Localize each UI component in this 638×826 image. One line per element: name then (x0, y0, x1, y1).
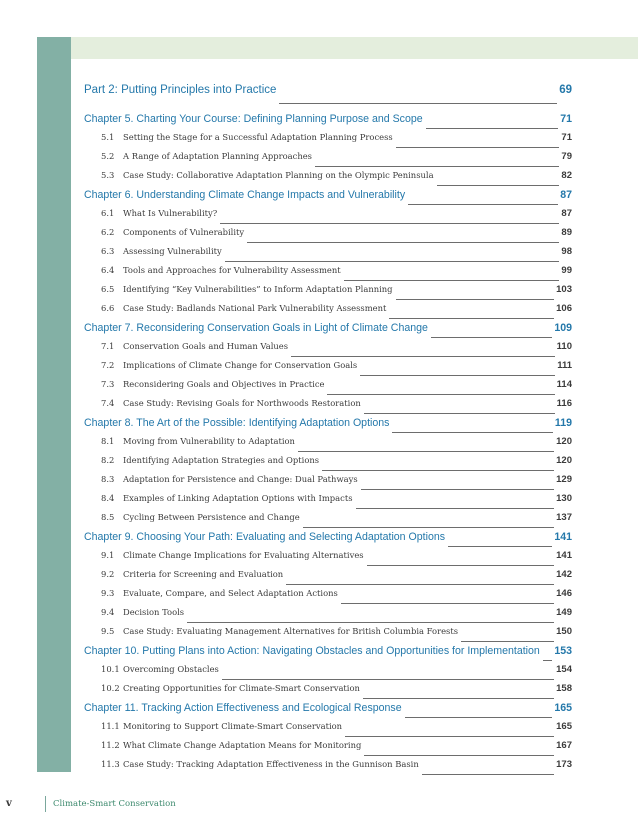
dot-leader (247, 242, 559, 243)
chapter-title: Chapter 8. The Art of the Possible: Identifying Adaptation Options (84, 417, 390, 429)
section-number: 7.3 (101, 379, 115, 389)
chapter-title: Chapter 7. Reconsidering Conservation Goals in Light of Climate Change (84, 322, 428, 334)
toc-chapter-entry[interactable] (84, 322, 572, 341)
section-number: 10.1 (101, 664, 120, 674)
page-number: 111 (557, 360, 572, 371)
dot-leader (315, 166, 559, 167)
footer-title: Climate-Smart Conservation (53, 799, 176, 809)
dot-leader (367, 565, 555, 566)
page-number: 89 (561, 227, 572, 238)
section-title: What Climate Change Adaptation Means for Monitoring (123, 740, 362, 750)
table-of-contents (84, 84, 572, 778)
section-number: 6.2 (101, 227, 115, 237)
toc-chapter-entry[interactable] (84, 417, 572, 436)
dot-leader (361, 489, 555, 490)
toc-section-entry[interactable] (84, 284, 572, 303)
page-number: 119 (554, 417, 572, 429)
chapter-title: Chapter 10. Putting Plans into Action: Navigating Obstacles and Opportunities for Implementation (84, 645, 540, 657)
section-number: 9.4 (101, 607, 115, 617)
dot-leader (279, 103, 557, 104)
page-number: 154 (556, 664, 572, 675)
dot-leader (291, 356, 555, 357)
toc-section-entry[interactable] (84, 436, 572, 455)
page-numeral: v (6, 798, 12, 809)
dot-leader (345, 736, 554, 737)
page-number: 99 (561, 265, 572, 276)
side-band (37, 37, 71, 772)
page-number: 142 (556, 569, 572, 580)
toc-section-entry[interactable] (84, 132, 572, 151)
dot-leader (389, 318, 554, 319)
section-title: Creating Opportunities for Climate-Smart Conservation (123, 683, 360, 693)
section-number: 7.1 (101, 341, 115, 351)
page-number: 114 (556, 379, 572, 390)
page-footer (0, 796, 638, 812)
page-number: 110 (556, 341, 572, 352)
page-number: 165 (554, 702, 572, 714)
toc-chapter-entry[interactable] (84, 645, 572, 664)
section-title: Overcoming Obstacles (123, 664, 219, 674)
dot-leader (405, 717, 553, 718)
section-number: 10.2 (101, 683, 120, 693)
section-number: 6.1 (101, 208, 115, 218)
section-title: Reconsidering Goals and Objectives in Practice (123, 379, 325, 389)
section-title: Case Study: Collaborative Adaptation Planning on the Olympic Peninsula (123, 170, 434, 180)
section-title: Assessing Vulnerability (123, 246, 222, 256)
page-number: 116 (556, 398, 572, 409)
toc-chapter-entry[interactable] (84, 113, 572, 132)
page-number: 109 (554, 322, 572, 334)
toc-section-entry[interactable] (84, 493, 572, 512)
section-number: 7.4 (101, 398, 115, 408)
page-number: 137 (556, 512, 572, 523)
dot-leader (448, 546, 552, 547)
section-title: Identifying Adaptation Strategies and Options (123, 455, 320, 465)
chapter-title: Chapter 9. Choosing Your Path: Evaluating and Selecting Adaptation Options (84, 531, 446, 543)
page-number: 129 (556, 474, 572, 485)
section-title: A Range of Adaptation Planning Approaches (123, 151, 312, 161)
section-number: 8.1 (101, 436, 115, 446)
page-number: 120 (556, 436, 572, 447)
section-number: 7.2 (101, 360, 115, 370)
toc-section-entry[interactable] (84, 398, 572, 417)
dot-leader (363, 698, 554, 699)
part-title: Part 2: Putting Principles into Practice (84, 84, 277, 96)
toc-section-entry[interactable] (84, 360, 572, 379)
toc-section-entry[interactable] (84, 379, 572, 398)
section-title: Case Study: Revising Goals for Northwoods Restoration (123, 398, 361, 408)
section-title: Components of Vulnerability (123, 227, 245, 237)
page-number: 150 (556, 626, 572, 637)
section-title: Evaluate, Compare, and Select Adaptation Actions (123, 588, 338, 598)
toc-section-entry[interactable] (84, 208, 572, 227)
page-number: 165 (556, 721, 572, 732)
section-number: 6.3 (101, 246, 115, 256)
page-number: 167 (556, 740, 572, 751)
toc-section-entry[interactable] (84, 265, 572, 284)
dot-leader (364, 755, 554, 756)
toc-section-entry[interactable] (84, 455, 572, 474)
dot-leader (225, 261, 560, 262)
section-number: 9.2 (101, 569, 115, 579)
header-band (37, 37, 638, 59)
page-number: 82 (561, 170, 572, 181)
page-number: 149 (556, 607, 572, 618)
page-number: 69 (559, 84, 572, 96)
page-number: 87 (560, 189, 572, 201)
page-number: 153 (554, 645, 572, 657)
toc-chapter-entry[interactable] (84, 189, 572, 208)
section-title: Tools and Approaches for Vulnerability Assessment (123, 265, 341, 275)
dot-leader (422, 774, 554, 775)
dot-leader (431, 337, 552, 338)
chapter-title: Chapter 5. Charting Your Course: Defining Planning Purpose and Scope (84, 113, 423, 125)
footer-divider (45, 796, 46, 812)
dot-leader (327, 394, 554, 395)
section-title: Identifying “Key Vulnerabilities” to Inform Adaptation Planning (123, 284, 393, 294)
toc-chapter-entry[interactable] (84, 531, 572, 550)
toc-section-entry[interactable] (84, 569, 572, 588)
section-number: 5.1 (101, 132, 115, 142)
dot-leader (437, 185, 560, 186)
dot-leader (461, 641, 554, 642)
page-number: 158 (556, 683, 572, 694)
section-number: 8.3 (101, 474, 115, 484)
page-number: 141 (556, 550, 572, 561)
toc-section-entry[interactable] (84, 721, 572, 740)
section-title: Implications of Climate Change for Conservation Goals (123, 360, 358, 370)
toc-section-entry[interactable] (84, 626, 572, 645)
section-number: 8.5 (101, 512, 115, 522)
section-number: 6.4 (101, 265, 115, 275)
dot-leader (344, 280, 560, 281)
dot-leader (356, 508, 555, 509)
toc-section-entry[interactable] (84, 151, 572, 170)
section-title: Moving from Vulnerability to Adaptation (123, 436, 295, 446)
section-number: 11.3 (101, 759, 120, 769)
page-number: 71 (560, 113, 572, 125)
page-number: 98 (561, 246, 572, 257)
page-number: 173 (556, 759, 572, 770)
dot-leader (364, 413, 555, 414)
dot-leader (543, 660, 553, 661)
toc-chapter-entry[interactable] (84, 702, 572, 721)
section-number: 9.3 (101, 588, 115, 598)
toc-section-entry[interactable] (84, 759, 572, 778)
section-title: Cycling Between Persistence and Change (123, 512, 300, 522)
toc-section-entry[interactable] (84, 227, 572, 246)
dot-leader (298, 451, 554, 452)
section-number: 9.1 (101, 550, 115, 560)
section-title: Criteria for Screening and Evaluation (123, 569, 284, 579)
dot-leader (396, 147, 560, 148)
page-number: 146 (556, 588, 572, 599)
section-number: 5.3 (101, 170, 115, 180)
dot-leader (303, 527, 554, 528)
section-title: Case Study: Tracking Adaptation Effectiveness in the Gunnison Basin (123, 759, 419, 769)
section-number: 11.2 (101, 740, 120, 750)
section-number: 8.4 (101, 493, 115, 503)
page-number: 71 (561, 132, 572, 143)
section-number: 8.2 (101, 455, 115, 465)
dot-leader (341, 603, 554, 604)
toc-section-entry[interactable] (84, 512, 572, 531)
toc-section-entry[interactable] (84, 683, 572, 702)
toc-section-entry[interactable] (84, 740, 572, 759)
section-number: 5.2 (101, 151, 115, 161)
toc-section-entry[interactable] (84, 303, 572, 322)
section-title: Decision Tools (123, 607, 185, 617)
page-number: 106 (556, 303, 572, 314)
toc-section-entry[interactable] (84, 588, 572, 607)
chapter-title: Chapter 11. Tracking Action Effectiveness and Ecological Response (84, 702, 402, 714)
section-title: Case Study: Evaluating Management Alternatives for British Columbia Forests (123, 626, 458, 636)
dot-leader (322, 470, 554, 471)
section-title: Case Study: Badlands National Park Vulnerability Assessment (123, 303, 387, 313)
page-number: 87 (561, 208, 572, 219)
page-number: 130 (556, 493, 572, 504)
section-title: Setting the Stage for a Successful Adaptation Planning Process (123, 132, 393, 142)
section-title: Monitoring to Support Climate-Smart Conservation (123, 721, 343, 731)
page-number: 79 (561, 151, 572, 162)
dot-leader (187, 622, 554, 623)
dot-leader (360, 375, 555, 376)
dot-leader (396, 299, 555, 300)
section-number: 6.6 (101, 303, 115, 313)
section-title: Examples of Linking Adaptation Options with Impacts (123, 493, 353, 503)
section-title: Conservation Goals and Human Values (123, 341, 289, 351)
toc-section-entry[interactable] (84, 550, 572, 569)
dot-leader (220, 223, 559, 224)
dot-leader (392, 432, 552, 433)
page-number: 120 (556, 455, 572, 466)
dot-leader (426, 128, 559, 129)
section-number: 11.1 (101, 721, 120, 731)
section-number: 9.5 (101, 626, 115, 636)
page-number: 103 (556, 284, 572, 295)
toc-section-entry[interactable] (84, 664, 572, 683)
dot-leader (222, 679, 554, 680)
chapter-title: Chapter 6. Understanding Climate Change Impacts and Vulnerability (84, 189, 406, 201)
section-title: What Is Vulnerability? (123, 208, 218, 218)
toc-section-entry[interactable] (84, 607, 572, 626)
toc-section-entry[interactable] (84, 246, 572, 265)
toc-section-entry[interactable] (84, 341, 572, 360)
toc-section-entry[interactable] (84, 474, 572, 493)
section-title: Adaptation for Persistence and Change: Dual Pathways (123, 474, 358, 484)
section-number: 6.5 (101, 284, 115, 294)
section-title: Climate Change Implications for Evaluating Alternatives (123, 550, 364, 560)
page-number: 141 (554, 531, 572, 543)
dot-leader (286, 584, 554, 585)
dot-leader (408, 204, 558, 205)
toc-section-entry[interactable] (84, 170, 572, 189)
toc-part-entry[interactable] (84, 84, 572, 107)
